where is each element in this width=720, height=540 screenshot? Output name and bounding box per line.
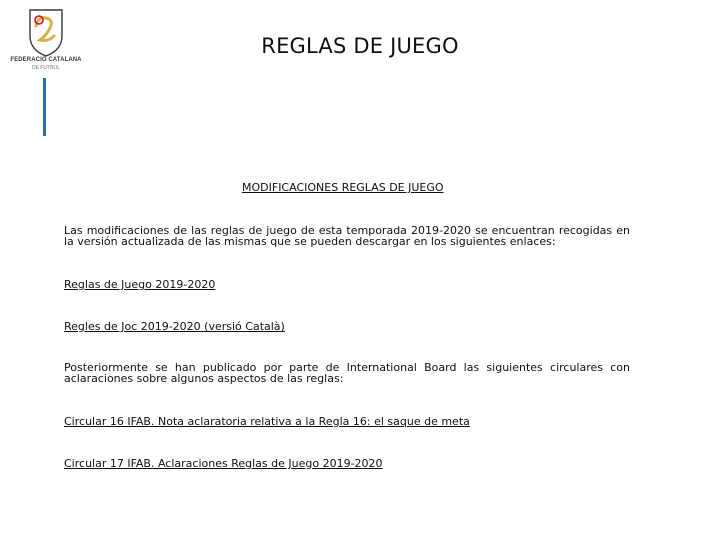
circulars-paragraph: Posteriormente se han publicado por parte de International Board las siguientes circulares con aclaraciones sobre algunos aspectos de las reglas: bbox=[64, 361, 630, 385]
section-subtitle: MODIFICACIONES REGLAS DE JUEGO bbox=[242, 181, 444, 194]
link-regles-joc-catala[interactable]: Regles de Joc 2019-2020 (versió Català) bbox=[64, 320, 285, 333]
logo-name: FEDERACIÓ CATALANA bbox=[10, 57, 82, 63]
intro-paragraph: Las modificaciones de las reglas de juego de esta temporada 2019-2020 se encuentran recogidas en la versión actualizada de las mismas que se pueden descargar en los siguientes enlaces: bbox=[64, 224, 630, 248]
link-reglas-juego[interactable]: Reglas de Juego 2019-2020 bbox=[64, 278, 216, 291]
link-circular-16[interactable]: Circular 16 IFAB. Nota aclaratoria relativa a la Regla 16: el saque de meta bbox=[64, 415, 470, 428]
logo-subtitle: DE FUTBOL bbox=[31, 65, 61, 71]
page-title: REGLAS DE JUEGO bbox=[261, 34, 459, 58]
federation-logo bbox=[8, 6, 84, 72]
accent-bar bbox=[43, 78, 46, 136]
link-circular-17[interactable]: Circular 17 IFAB. Aclaraciones Reglas de Juego 2019-2020 bbox=[64, 457, 383, 470]
shield-crest-icon bbox=[8, 6, 84, 58]
